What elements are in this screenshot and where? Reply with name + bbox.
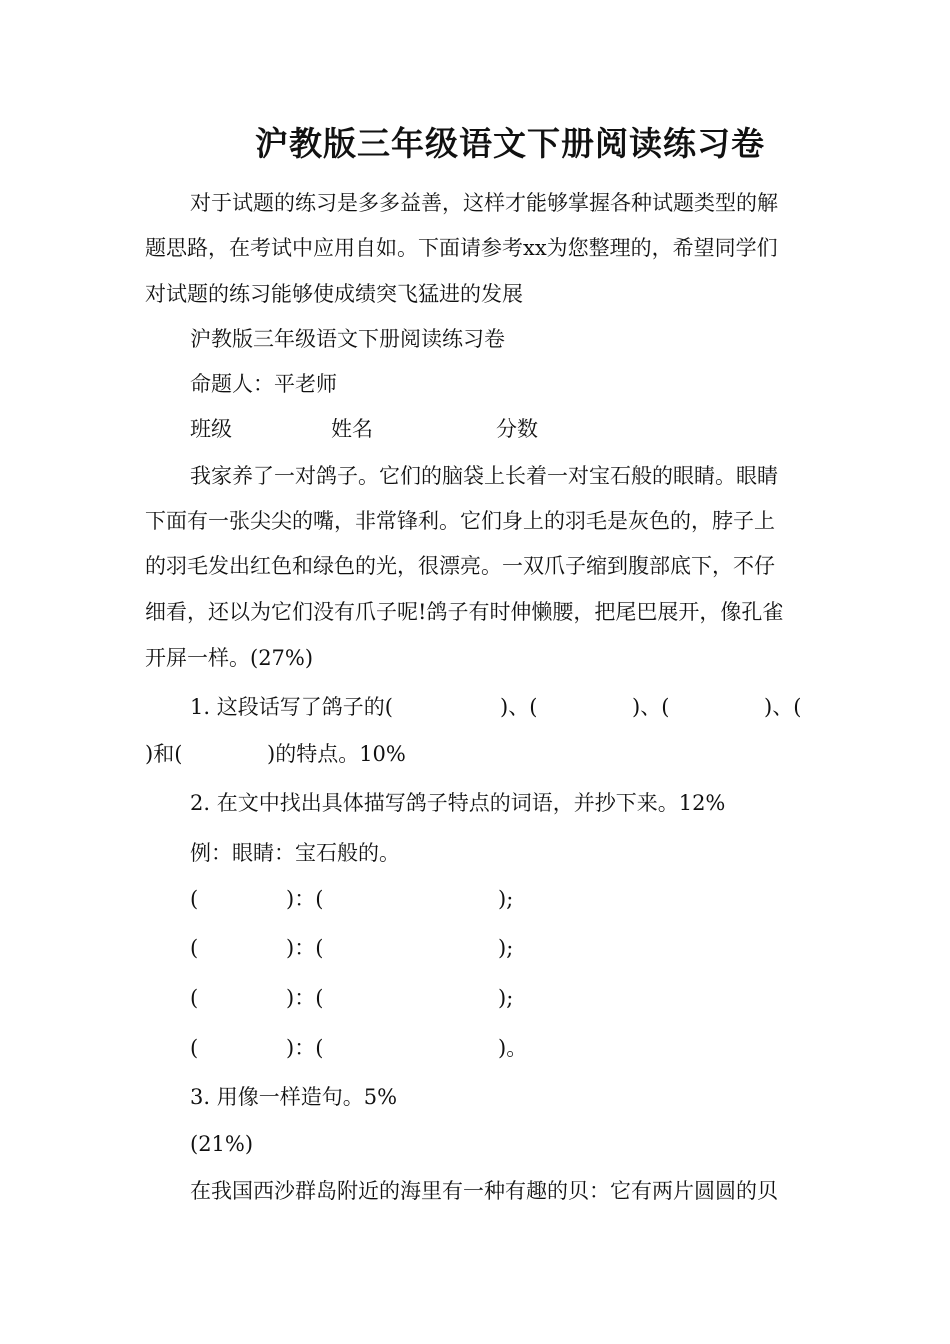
q1-part-1: 1. 这段话写了鸽子的(	[190, 695, 393, 719]
passage2-line-1: 在我国西沙群岛附近的海里有一种有趣的贝：它有两片圆圆的贝	[190, 1179, 778, 1203]
intro-line-3: 对试题的练习能够使成绩突飞猛进的发展	[145, 282, 523, 306]
q2-row3-end: );	[498, 986, 514, 1010]
q2-row2-open: (	[190, 936, 199, 960]
q2-row1-open: (	[190, 887, 199, 911]
section-2-score: (21%)	[190, 1132, 254, 1156]
q2-row1-end: );	[498, 887, 514, 911]
intro-line-1: 对于试题的练习是多多益善，这样才能够掌握各种试题类型的解	[190, 191, 778, 215]
q1-part-5: )和(	[145, 742, 183, 766]
author-line: 命题人：平老师	[190, 372, 337, 396]
q2-row2-middle: )：(	[286, 936, 324, 960]
passage1-line-2: 下面有一张尖尖的嘴，非常锋利。它们身上的羽毛是灰色的，脖子上	[145, 509, 775, 533]
q1-part-4: )、(	[764, 695, 802, 719]
passage1-line-1: 我家养了一对鸽子。它们的脑袋上长着一对宝石般的眼睛。眼睛	[190, 464, 778, 488]
question-3: 3. 用像一样造句。5%	[190, 1085, 398, 1109]
question-2: 2. 在文中找出具体描写鸽子特点的词语，并抄下来。12%	[190, 791, 726, 815]
name-label: 姓名	[331, 417, 373, 441]
document-title: 沪教版三年级语文下册阅读练习卷	[255, 124, 765, 163]
q2-example: 例：眼睛：宝石般的。	[190, 841, 400, 865]
q2-row3-middle: )：(	[286, 986, 324, 1010]
q2-row3-open: (	[190, 986, 199, 1010]
subtitle: 沪教版三年级语文下册阅读练习卷	[190, 327, 505, 351]
q1-part-2: )、(	[500, 695, 538, 719]
q2-row2-end: );	[498, 936, 514, 960]
score-label: 分数	[496, 417, 538, 441]
q1-part-6: )的特点。10%	[267, 742, 406, 766]
q1-part-3: )、(	[632, 695, 670, 719]
passage1-line-3: 的羽毛发出红色和绿色的光，很漂亮。一双爪子缩到腹部底下，不仔	[145, 554, 775, 578]
class-label: 班级	[190, 417, 232, 441]
passage1-line-5: 开屏一样。(27%)	[145, 646, 314, 670]
q2-row4-middle: )：(	[286, 1036, 324, 1060]
q2-row4-end: )。	[498, 1036, 528, 1060]
intro-line-2: 题思路，在考试中应用自如。下面请参考xx为您整理的，希望同学们	[145, 236, 778, 260]
passage1-line-4: 细看，还以为它们没有爪子呢!鸽子有时伸懒腰，把尾巴展开，像孔雀	[145, 600, 784, 624]
q2-row1-middle: )：(	[286, 887, 324, 911]
q2-row4-open: (	[190, 1036, 199, 1060]
